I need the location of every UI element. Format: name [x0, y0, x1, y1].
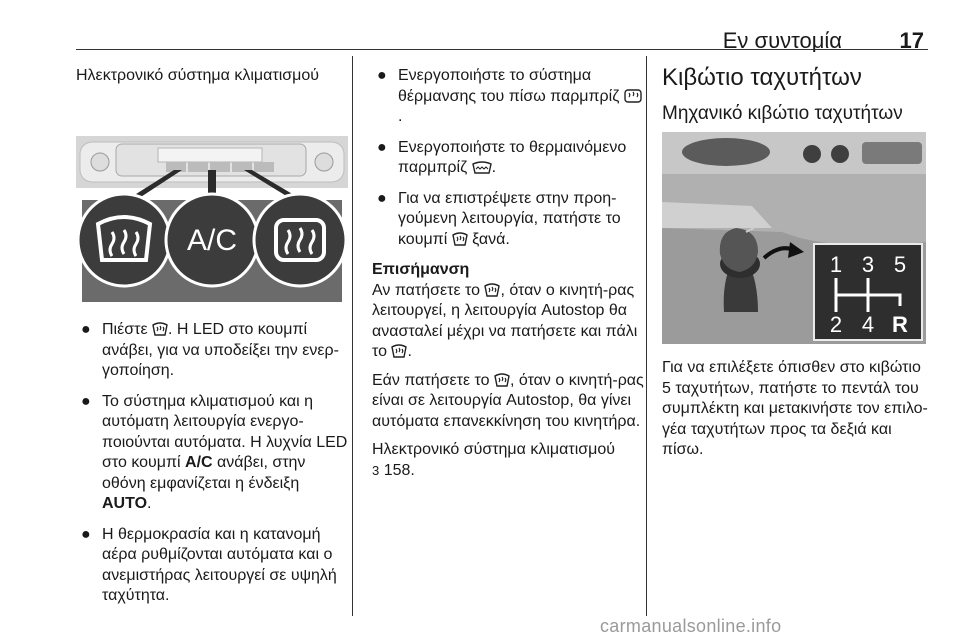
column-3 [662, 64, 930, 126]
bullet-dot: ● [81, 392, 91, 410]
ac-button-icon [166, 194, 258, 286]
rear-window-heat-icon [254, 194, 346, 286]
column-2 [372, 66, 646, 481]
heated-windscreen-icon [472, 161, 492, 175]
watermark: carmanualsonline.info [600, 616, 782, 636]
column-divider-left [352, 56, 353, 616]
section-title: Ηλεκτρονικό σύστημα κλιματισμού [76, 67, 319, 84]
reference-arrow-icon: 3 [372, 462, 380, 478]
column-1 [76, 66, 348, 87]
list-item: ● Ενεργοποιήστε το θερμαινόμενο παρμπρίζ . [377, 138, 627, 176]
subsection-heading: Μηχανικό κιβώτιο ταχυτήτων [662, 103, 903, 124]
list-item: ● Ενεργοποιήστε το σύστημα θέρμανσης του πίσω παρμπρίζ . [372, 66, 646, 128]
gearbox-instructions: Για να επιλέξετε όπισθεν στο κιβώτιο 5 ταχυτήτων, πατήστε το πεντάλ του συμπλέκτη και μετακινήστε τον επιλο-γέα ταχυτήτων προς τα δεξιά και πίσω. [662, 359, 928, 458]
gear-label: 3 [861, 252, 875, 277]
running-header-title: Εν συντομία [722, 28, 842, 53]
gear-label: 1 [829, 252, 843, 277]
bullet-dot: ● [377, 138, 387, 156]
section-heading: Κιβώτιο ταχυτήτων [662, 64, 862, 91]
bullet-dot: ● [81, 321, 91, 338]
gear-label: 5 [893, 252, 907, 277]
gear-pattern-diagram [814, 244, 922, 340]
climate-panel-figure [76, 136, 348, 308]
page-number: 17 [899, 28, 924, 53]
note-paragraph-1: Αν πατήσετε το , όταν ο κινητή-ρας λειτουργεί, η λειτουργία Autostop θα ανασταλεί μέχρι να πατήσετε και πάλι το . [372, 281, 638, 360]
column-3-body [662, 358, 930, 461]
list-item: ● Πιέστε . Η LED στο κουμπί ανάβει, για να υποδείξει την ενερ-γοποίηση. [81, 321, 339, 379]
gear-label: 2 [829, 312, 843, 337]
gear-label: 4 [861, 312, 875, 337]
windscreen-defrost-icon [452, 231, 468, 247]
column-1-bullets [76, 320, 348, 607]
rear-window-heat-icon [624, 88, 642, 104]
ac-button-label: A/C [186, 224, 238, 257]
list-item: ● Για να επιστρέψετε στην προη-γούμενη λειτουργία, πατήστε το κουμπί ξανά. [377, 189, 621, 248]
cross-reference[interactable]: Ηλεκτρονικό σύστημα κλιματισμού 3 158. [372, 441, 615, 479]
gear-shift-figure [662, 132, 926, 344]
windscreen-defrost-icon [78, 194, 170, 286]
note-paragraph-2: Εάν πατήσετε το , όταν ο κινητή-ρας είναι σε λειτουργία Autostop, θα γίνει αυτόματα επανεκκίνηση του κινητήρα. [372, 371, 644, 430]
bullet-dot: ● [81, 525, 91, 543]
list-item: ● Το σύστημα κλιματισμού και η αυτόματη λειτουργία ενεργο-ποιούνται αυτόματα. Η λυχνία LED στο κουμπί A/C ανάβει, στην οθόνη εμφανίζεται η ένδειξη AUTO. [81, 392, 348, 512]
bullet-dot: ● [377, 189, 387, 207]
windscreen-defrost-icon [391, 343, 407, 359]
note-title: Επισήμανση [372, 261, 470, 278]
gear-label-reverse: R [892, 312, 908, 337]
windscreen-defrost-icon [494, 372, 510, 388]
windscreen-defrost-icon [484, 282, 500, 298]
windscreen-defrost-icon [152, 321, 168, 337]
bullet-dot: ● [377, 67, 387, 84]
header-rule [76, 49, 928, 50]
list-item: ● Η θερμοκρασία και η κατανομή αέρα ρυθμίζονται αυτόματα και ο ανεμιστήρας λειτουργεί σε υψηλή ταχύτητα. [81, 525, 337, 604]
column-divider-right [646, 56, 647, 616]
